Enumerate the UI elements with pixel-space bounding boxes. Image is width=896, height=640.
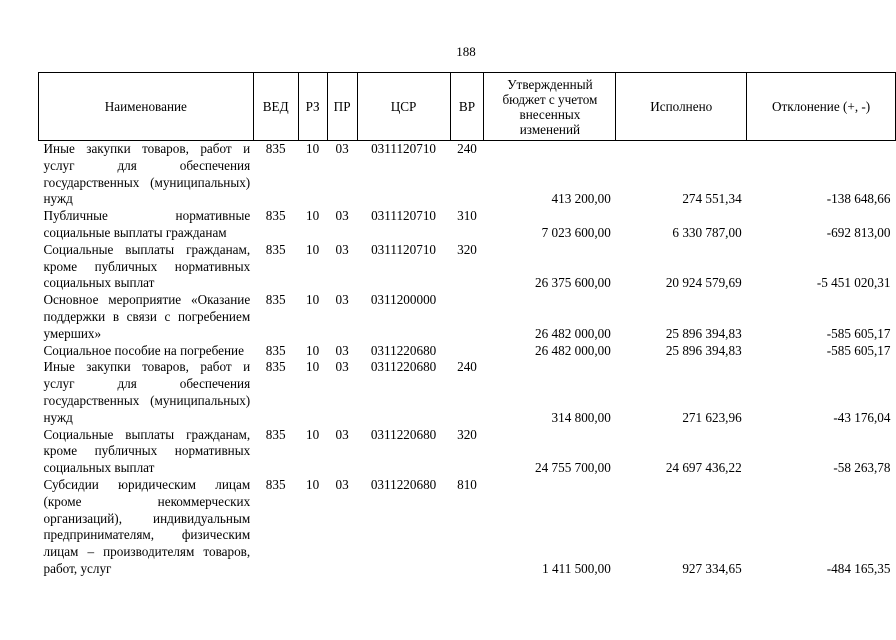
row-deviation: -5 451 020,31: [816, 275, 891, 291]
header-budget: Утвержденный бюджет с учетом внесенных изменений: [484, 73, 616, 141]
row-rz: 10: [306, 426, 320, 442]
header-ved: ВЕД: [253, 73, 298, 141]
row-deviation: -43 176,04: [833, 409, 891, 425]
row-executed: 25 896 394,83: [665, 325, 742, 341]
row-ved: 835: [265, 342, 286, 358]
row-name: Социальное пособие на погребение: [43, 342, 244, 358]
row-deviation: -585 605,17: [826, 325, 891, 341]
row-rz: 10: [306, 208, 320, 224]
row-name: Основное мероприятие «Оказание поддержки в связи с погребением умерших»: [43, 292, 251, 341]
table-row: [39, 427, 896, 477]
row-name: Публичные нормативные социальные выплаты гражданам: [43, 208, 251, 240]
row-name: Социальные выплаты гражданам, кроме публичных нормативных социальных выплат: [43, 426, 251, 476]
page-number: 188: [456, 44, 476, 59]
row-budget: 26 482 000,00: [535, 325, 611, 341]
row-deviation: -585 605,17: [826, 342, 891, 358]
row-budget: 26 482 000,00: [535, 342, 611, 358]
table-row: [39, 141, 896, 209]
row-executed: 25 896 394,83: [665, 342, 742, 358]
row-vr: 240: [457, 141, 477, 156]
row-vr: 240: [457, 359, 477, 375]
header-name: Наименование: [39, 73, 254, 141]
row-budget: 26 375 600,00: [535, 275, 611, 291]
row-vr: [450, 343, 484, 360]
row-pr: 03: [335, 426, 349, 442]
row-name: Социальные выплаты гражданам, кроме публичных нормативных социальных выплат: [43, 241, 251, 291]
table-row: [39, 343, 896, 360]
row-rz: 10: [306, 476, 320, 492]
row-vr: 320: [457, 241, 477, 257]
row-ved: 835: [265, 426, 286, 442]
row-csr: 0311120710: [371, 141, 437, 156]
row-csr: 0311220680: [370, 426, 437, 442]
row-rz: 10: [306, 292, 320, 308]
row-vr: 320: [457, 426, 477, 442]
row-name: Иные закупки товаров, работ и услуг для обеспечения государственных (муниципальных) нужд: [43, 359, 251, 425]
row-deviation: -58 263,78: [833, 460, 891, 476]
row-executed: 927 334,65: [682, 560, 742, 576]
row-rz: 10: [306, 141, 320, 156]
row-rz: 10: [306, 241, 320, 257]
table-row: [39, 242, 896, 292]
row-deviation: -138 648,66: [826, 191, 891, 207]
row-ved: 835: [265, 208, 286, 224]
row-csr: 0311220680: [370, 342, 437, 358]
row-name: Иные закупки товаров, работ и услуг для обеспечения государственных (муниципальных) нужд: [43, 141, 251, 207]
row-csr: 0311120710: [371, 241, 437, 257]
row-deviation: -484 165,35: [826, 560, 891, 576]
table-row: [39, 359, 896, 426]
row-ved: 835: [265, 141, 286, 156]
row-executed: 271 623,96: [682, 409, 742, 425]
header-row: [39, 73, 896, 141]
table-row: [39, 292, 896, 342]
header-pr: ПР: [327, 73, 357, 141]
row-csr: 0311220680: [370, 476, 437, 492]
row-csr: 0311220680: [370, 359, 437, 375]
row-vr: 810: [457, 476, 477, 492]
row-ved: 835: [265, 292, 286, 308]
row-name: Субсидии юридическим лицам (кроме некоммерческих организаций), индивидуальным предпринимателям, физическим лицам – производителям товаров, работ, услуг: [43, 476, 251, 576]
row-budget: 413 200,00: [551, 191, 611, 207]
row-csr: 0311120710: [371, 208, 437, 224]
row-budget: 314 800,00: [551, 409, 611, 425]
table-row: [39, 477, 896, 578]
table-row: [39, 208, 896, 242]
row-pr: 03: [335, 359, 349, 375]
row-rz: 10: [306, 342, 320, 358]
header-csr: ЦСР: [357, 73, 450, 141]
header-vr: ВР: [450, 73, 484, 141]
budget-table: [38, 72, 896, 578]
row-budget: 24 755 700,00: [535, 460, 611, 476]
row-budget: 7 023 600,00: [541, 224, 611, 240]
row-executed: 6 330 787,00: [672, 224, 742, 240]
header-deviation: Отклонение (+, -): [747, 73, 896, 141]
row-pr: 03: [335, 141, 349, 156]
row-vr: [450, 292, 484, 342]
row-csr: 0311200000: [370, 292, 437, 308]
row-rz: 10: [306, 359, 320, 375]
row-pr: 03: [335, 476, 349, 492]
row-ved: 835: [265, 241, 286, 257]
row-vr: 310: [457, 208, 477, 224]
row-ved: 835: [265, 476, 286, 492]
row-pr: 03: [335, 342, 349, 358]
row-ved: 835: [265, 359, 286, 375]
header-rz: РЗ: [298, 73, 327, 141]
row-pr: 03: [335, 292, 349, 308]
header-executed: Исполнено: [616, 73, 747, 141]
row-executed: 20 924 579,69: [665, 275, 742, 291]
row-executed: 24 697 436,22: [665, 460, 742, 476]
row-pr: 03: [335, 241, 349, 257]
row-budget: 1 411 500,00: [542, 560, 611, 576]
row-deviation: -692 813,00: [826, 224, 891, 240]
row-pr: 03: [335, 208, 349, 224]
row-executed: 274 551,34: [682, 191, 742, 207]
